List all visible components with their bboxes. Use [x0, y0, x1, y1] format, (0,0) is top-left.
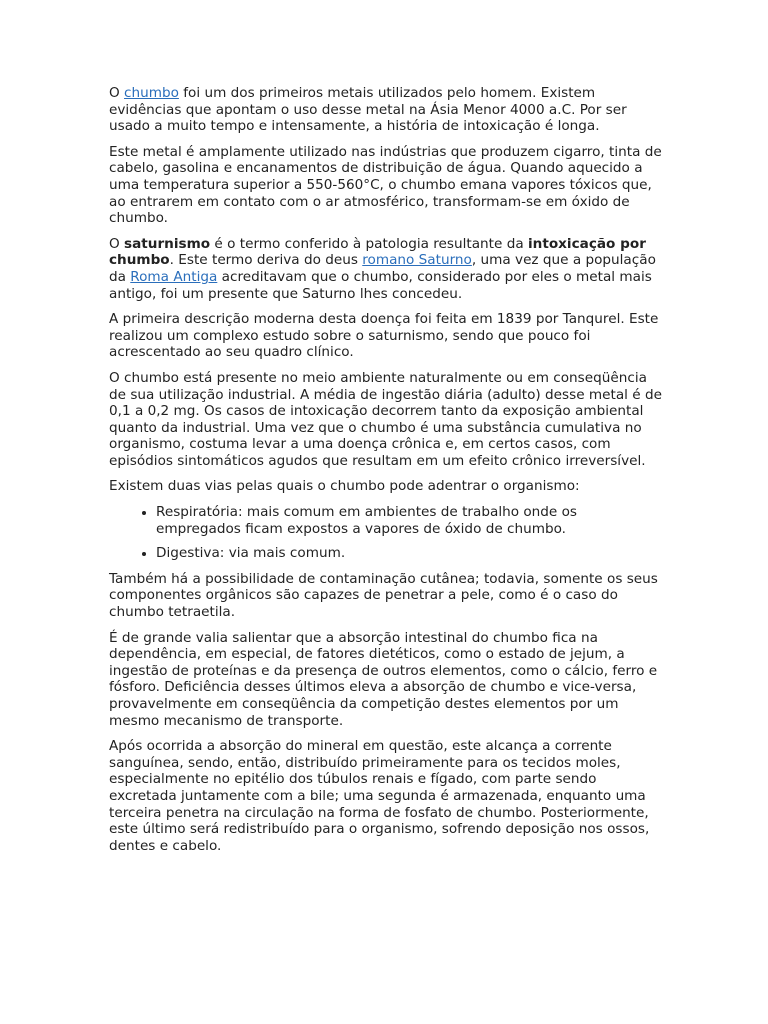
- paragraph-usage: Este metal é amplamente utilizado nas indústrias que produzem cigarro, tinta de cabelo, gasolina e encanamentos de distribuição de água. Quando aquecido a uma temperatura superior a 550-560°C, o chumbo emana vapores tóxicos que, ao entrarem em contato com o ar atmosférico, transformam-se em óxido de chumbo.: [109, 143, 662, 227]
- text-run: , uma vez que a população da: [109, 252, 656, 285]
- link-romano-saturno[interactable]: romano Saturno: [362, 252, 472, 269]
- link-chumbo[interactable]: chumbo: [124, 85, 179, 101]
- list-item: • Respiratória: mais comum em ambientes de trabalho onde os empregados ficam expostos a vapores de óxido de chumbo.: [156, 504, 665, 537]
- paragraph-routes-intro: Existem duas vias pelas quais o chumbo pode adentrar o organismo:: [109, 478, 580, 495]
- text-run: é o termo conferido à patologia resultante da: [210, 235, 528, 252]
- bold-term-intoxicacao: intoxicação por chumbo: [109, 235, 646, 269]
- routes-list: [109, 504, 665, 562]
- text-run: foi um dos primeiros metais utilizados pelo homem. Existem evidências que apontam o uso desse metal na Ásia Menor 4000 a.C. Por ser usado a muito tempo e intensamente, a história de intoxicação é longa.: [109, 85, 627, 135]
- paragraph-environment: O chumbo está presente no meio ambiente naturalmente ou em conseqüência de sua utilização industrial. A média de ingestão diária (adulto) desse metal é de 0,1 a 0,2 mg. Os casos de intoxicação decorrem tanto da exposição ambiental quanto da industrial. Uma vez que o chumbo é uma substância cumulativa no organismo, costuma levar a uma doença crônica e, em certos casos, com episódios sintomáticos agudos que resultam em um efeito crônico irreversível.: [109, 369, 662, 469]
- paragraph-absorption: É de grande valia salientar que a absorção intestinal do chumbo fica na dependência, em especial, de fatores dietéticos, como o estado de jejum, a ingestão de proteínas e da presença de outros elementos, como o cálcio, ferro e fósforo. Deficiência desses últimos eleva a absorção de chumbo e vice-versa, provavelmente em conseqüência da competição destes elementos por um mesmo mecanismo de transporte.: [109, 629, 658, 729]
- text-run: acreditavam que o chumbo, considerado por eles o metal mais antigo, foi um presente que Saturno lhes concedeu.: [109, 268, 652, 302]
- document-body: [109, 85, 665, 863]
- paragraph-distribution: Após ocorrida a absorção do mineral em questão, este alcança a corrente sanguínea, sendo, então, distribuído primeiramente para os tecidos moles, especialmente no epitélio dos túbulos renais e fígado, com parte sendo excretada juntamente com a bile; uma segunda é armazenada, enquanto uma terceira penetra na circulação na forma de fosfato de chumbo. Posteriormente, este último será redistribuído para o organismo, sofrendo deposição nos ossos, dentes e cabelo.: [109, 738, 650, 854]
- list-item: • Digestiva: via mais comum.: [156, 545, 665, 562]
- text-run: O: [109, 85, 125, 101]
- bold-term-saturnismo: saturnismo: [124, 235, 211, 252]
- paragraph-saturnismo: [109, 236, 665, 302]
- text-run: . Este termo deriva do deus: [169, 252, 363, 269]
- link-roma-antiga[interactable]: Roma Antiga: [130, 268, 218, 285]
- paragraph-intro: [109, 85, 665, 135]
- paragraph-history: A primeira descrição moderna desta doença foi feita em 1839 por Tanqurel. Este realizou um complexo estudo sobre o saturnismo, sendo que pouco foi acrescentado ao seu quadro clínico.: [109, 311, 659, 361]
- paragraph-cutaneous: Também há a possibilidade de contaminação cutânea; todavia, somente os seus componentes orgânicos são capazes de penetrar a pele, como é o caso do chumbo tetraetila.: [109, 570, 658, 621]
- text-run: O: [109, 235, 125, 252]
